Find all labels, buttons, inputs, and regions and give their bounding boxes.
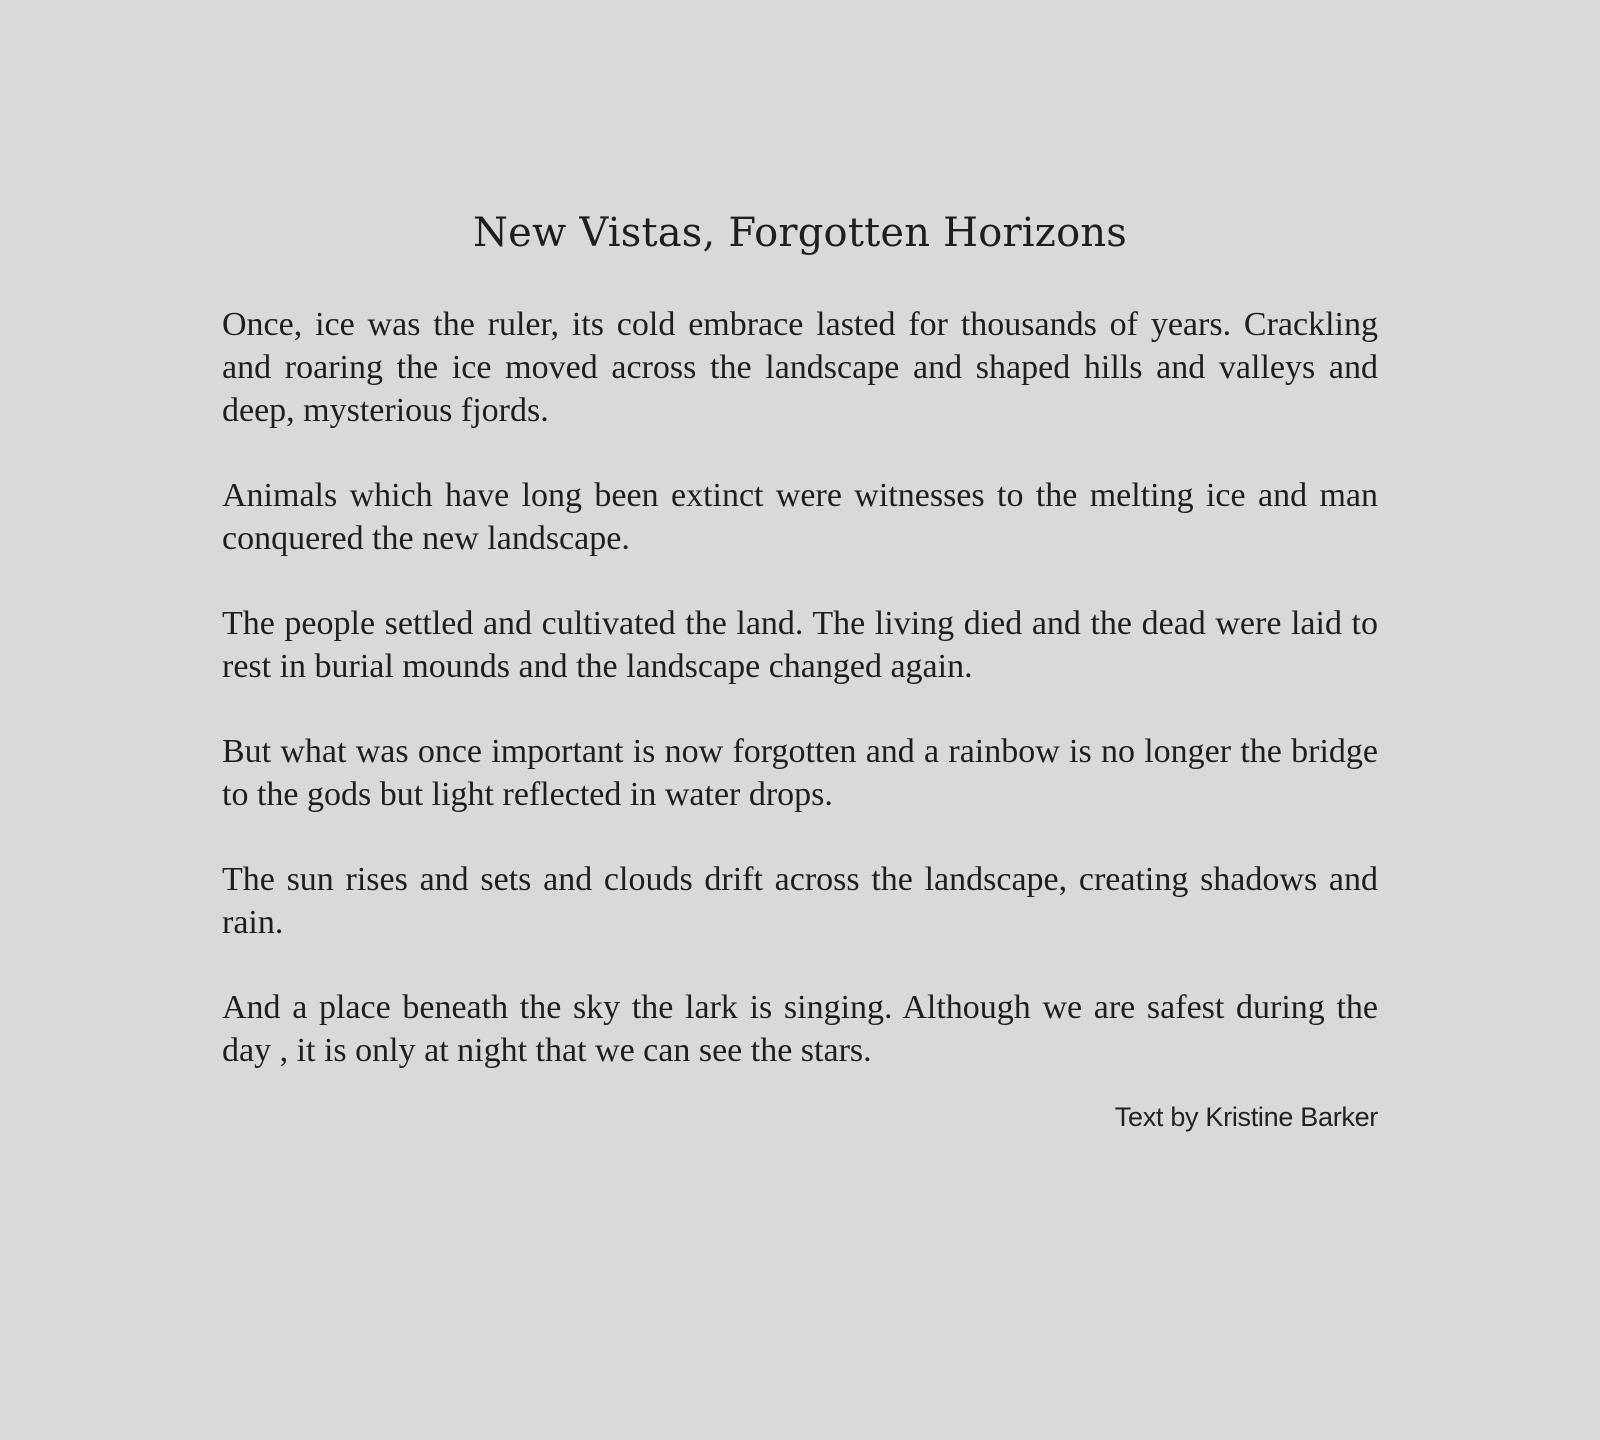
paragraph-1: Once, ice was the ruler, its cold embrace lasted for thousands of years. Crackling and roaring the ice moved across the landscape and shaped hills and valleys and deep, mysterious fjords. [222,306,1378,429]
text-page [222,205,1378,1133]
paragraph-6: And a place beneath the sky the lark is singing. Although we are safest during the day , it is only at night that we can see the stars. [222,989,1378,1069]
paragraph-2: Animals which have long been extinct were witnesses to the melting ice and man conquered the new landscape. [222,477,1378,557]
page-title: New Vistas, Forgotten Horizons [472,210,1128,256]
author-credit: Text by Kristine Barker [1114,1102,1378,1132]
paragraph-4: But what was once important is now forgotten and a rainbow is no longer the bridge to the gods but light reflected in water drops. [222,733,1378,813]
paragraph-3: The people settled and cultivated the land. The living died and the dead were laid to rest in burial mounds and the landscape changed again. [222,605,1378,685]
paragraph-5: The sun rises and sets and clouds drift across the landscape, creating shadows and rain. [222,861,1378,941]
